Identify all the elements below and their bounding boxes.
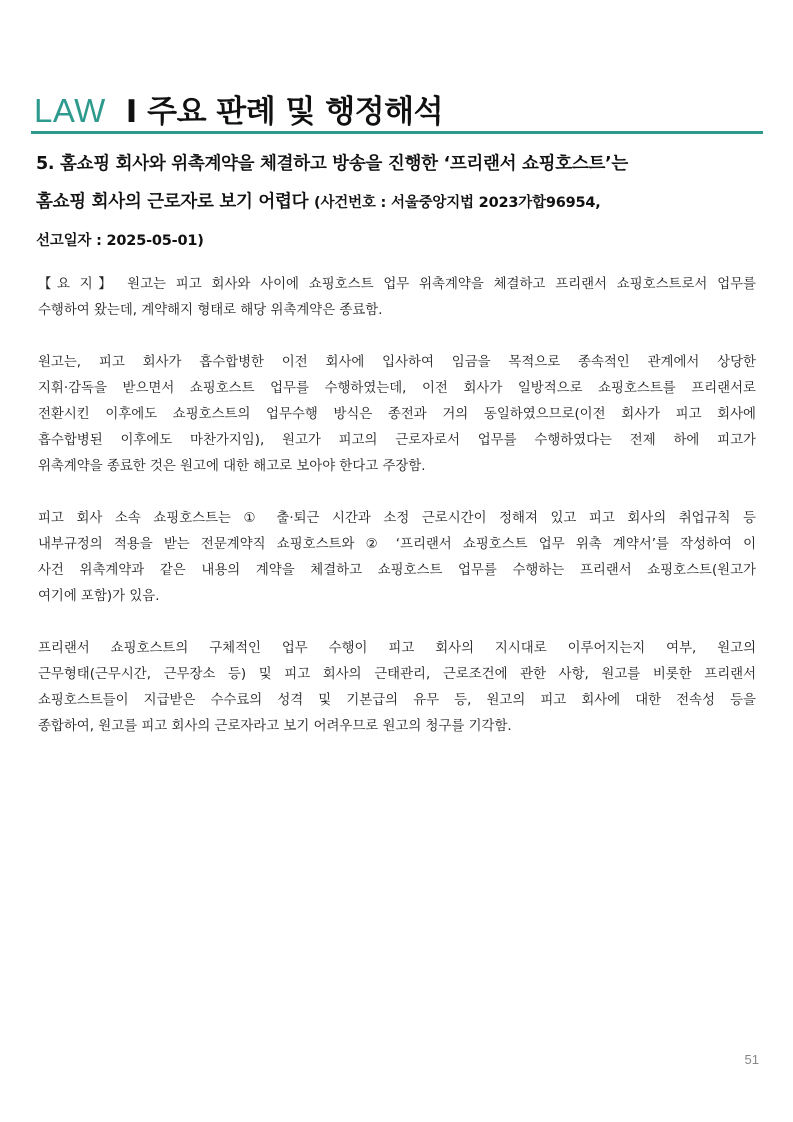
- text-line: 프리랜서 쇼핑호스트의 구체적인 업무 수행이 피고 회사의 지시대로 이루어지는지 여부, 원고의: [38, 641, 756, 656]
- summary-paragraph: [38, 272, 756, 324]
- decision-date: 선고일자 : 2025-05-01): [36, 233, 204, 249]
- text-line: 원고는, 피고 회사가 흡수합병한 이전 회사에 입사하여 임금을 목적으로 종속적인 관계에서 상당한: [38, 355, 756, 370]
- text-line: 피고 회사 소속 쇼핑호스트는 ① 출·퇴근 시간과 소정 근로시간이 정해져 있고 피고 회사의 취업규칙 등: [38, 511, 756, 526]
- host-types-paragraph: [38, 506, 756, 610]
- text-line: 【요 지】 원고는 피고 회사와 사이에 쇼핑호스트 업무 위촉계약을 체결하고 프리랜서 쇼핑호스트로서 업무를: [38, 277, 756, 292]
- case-title-text: 홈쇼핑 회사의 근로자로 보기 어렵다: [36, 192, 315, 212]
- section-title: Ⅰ 주요 판례 및 행정해석: [125, 94, 444, 130]
- case-title-line-2: [36, 183, 764, 222]
- case-title-line-1: 5. 홈쇼핑 회사와 위촉계약을 체결하고 방송을 진행한 ‘프리랜서 쇼핑호스트’는: [36, 154, 629, 174]
- plaintiff-claim-paragraph: [38, 350, 756, 480]
- text-line: 위촉계약을 종료한 것은 원고에 대한 해고로 보아야 한다고 주장함.: [38, 459, 426, 474]
- text-line: 사건 위촉계약과 같은 내용의 계약을 체결하고 쇼핑호스트 업무를 수행하는 프리랜서 쇼핑호스트(원고가: [38, 563, 756, 578]
- category-label: LAW: [34, 92, 106, 129]
- case-number: (사건번호 : 서울중앙지법 2023가합96954,: [314, 195, 601, 211]
- case-heading: [36, 145, 764, 260]
- text-line: 흡수합병된 이후에도 마찬가지임), 원고가 피고의 근로자로서 업무를 수행하였다는 전제 하에 피고가: [38, 433, 756, 448]
- text-line: 지휘·감독을 받으면서 쇼핑호스트 업무를 수행하였는데, 이전 회사가 일방적으로 쇼핑호스트를 프리랜서로: [38, 381, 756, 396]
- header-divider: [31, 131, 763, 134]
- text-line: 전환시킨 이후에도 쇼핑호스트의 업무수행 방식은 종전과 거의 동일하였으므로(이전 회사가 피고 회사에: [38, 407, 756, 422]
- text-line: 근무형태(근무시간, 근무장소 등) 및 피고 회사의 근태관리, 근로조건에 관한 사항, 원고를 비롯한 프리랜서: [38, 667, 756, 682]
- page-header: [34, 86, 763, 131]
- text-line: 여기에 포함)가 있음.: [38, 589, 160, 604]
- page-number: 51: [744, 1052, 759, 1067]
- text-line: 종합하여, 원고를 피고 회사의 근로자라고 보기 어려우므로 원고의 청구를 기각함.: [38, 719, 512, 734]
- text-line: 내부규정의 적용을 받는 전문계약직 쇼핑호스트와 ② ‘프리랜서 쇼핑호스트 업무 위촉 계약서’를 작성하여 이: [38, 537, 756, 552]
- judgment-paragraph: [38, 636, 756, 740]
- text-line: 쇼핑호스트들이 지급받은 수수료의 성격 및 기본급의 유무 등, 원고의 피고 회사에 대한 전속성 등을: [38, 693, 756, 708]
- text-line: 수행하여 왔는데, 계약해지 형태로 해당 위촉계약은 종료함.: [38, 303, 383, 318]
- document-body: [38, 272, 756, 766]
